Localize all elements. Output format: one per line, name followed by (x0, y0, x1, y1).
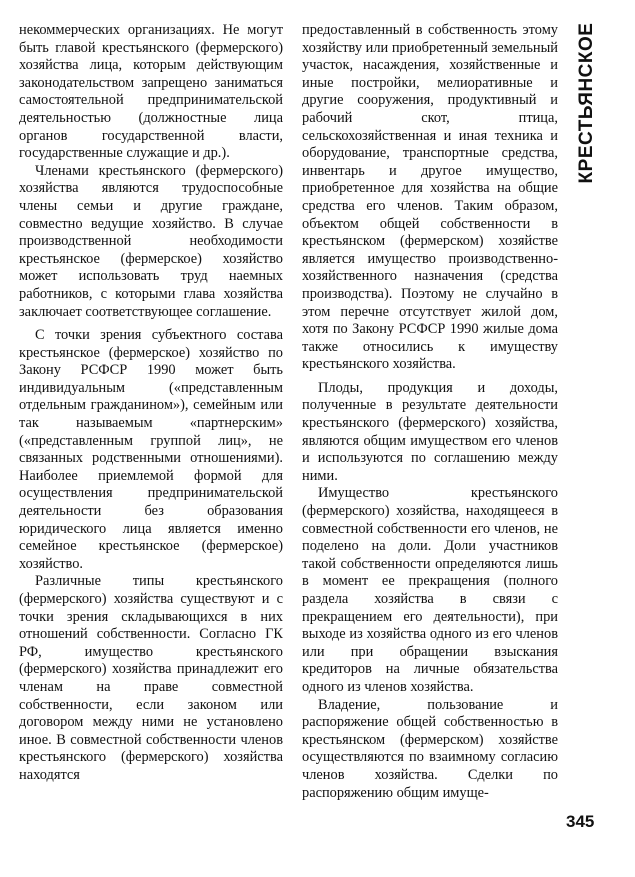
paragraph: предоставленный в собственность этому хозяйству или приобретенный земельный участок, насаждения, хозяйственные и иные постройки, мелиоративные и другие сооружения, продуктивный и рабочий скот, птица, сельскохозяйственная и иная техника и оборудование, транспортные средства, инвентарь и другое имущество, приобретенное для хозяйства на общие средства его членов. Таким образом, объектом общей собственности в крестьянском (фермерском) хозяйстве является имущество производственно-хозяйственного назначения (средства производства). Поэтому не случайно в этом перечне отсутствует жилой дом, хотя по Закону РСФСР 1990 жилые дома также относились к имуществу крестьянского хозяйства. (302, 22, 558, 373)
running-head (567, 22, 607, 184)
paragraph: Плоды, продукция и доходы, полученные в результате деятельности крестьянского (фермерского) хозяйства, являются общим имуществом его членов и используются по соглашению между ними. (302, 379, 558, 484)
paragraph: некоммерческих организациях. Не могут быть главой крестьянского (фермерского) хозяйства лица, которым действующим законодательством запрещено заниматься самостоятельной предпринимательской деятельностью (должностные лица органов государственной власти, государственные служащие и др.). (19, 22, 283, 162)
paragraph: Имущество крестьянского (фермерского) хозяйства, находящееся в совместной собственности его членов, не поделено на доли. Доли участников такой собственности определяются лишь в момент ее прекращения (полного раздела хозяйства в связи с прекращением его деятельности), при выходе из хозяйства одного из его членов или при обращении взыскания кредиторов на личные обязательства одного из членов хозяйства. (302, 485, 558, 695)
paragraph: Различные типы крестьянского (фермерского) хозяйства существуют и с точки зрения складывающихся в них отношений собственности. Согласно ГК РФ, имущество крестьянского (фермерского) хозяйства принадлежит его членам на праве совместной собственности, если законом или договором между ними не установлено иное. В совместной собственности членов крестьянского (фермерского) хозяйства находятся (19, 573, 283, 783)
paragraph: Членами крестьянского (фермерского) хозяйства являются трудоспособные члены семьи и другие граждане, совместно ведущие хозяйство. В случае производственной необходимости крестьянское (фермерское) хозяйство может использовать труд наемных работников, с которыми глава хозяйства заключает соответствующее соглашение. (19, 162, 283, 320)
paragraph: Владение, пользование и распоряжение общей собственностью в крестьянском (фермерском) хозяйстве осуществляются по взаимному согласию членов хозяйства. Сделки по распоряжению общим имуще- (302, 696, 558, 801)
running-head-text: КРЕСТЬЯНСКОЕ (576, 22, 597, 184)
paragraph: С точки зрения субъектного состава крестьянское (фермерское) хозяйство по Закону РСФСР 1990 может быть индивидуальным («представленным отдельным гражданином»), семейным или так называемым «партнерским» («представленным группой лиц», не связанных родственными отношениями). Наиболее приемлемой формой для осуществления предпринимательской деятельности без образования юридического лица является именно семейное крестьянское (фермерское) хозяйство. (19, 327, 283, 572)
left-text-column (19, 22, 283, 785)
page-number: 345 (566, 812, 595, 831)
right-text-column (302, 22, 558, 802)
